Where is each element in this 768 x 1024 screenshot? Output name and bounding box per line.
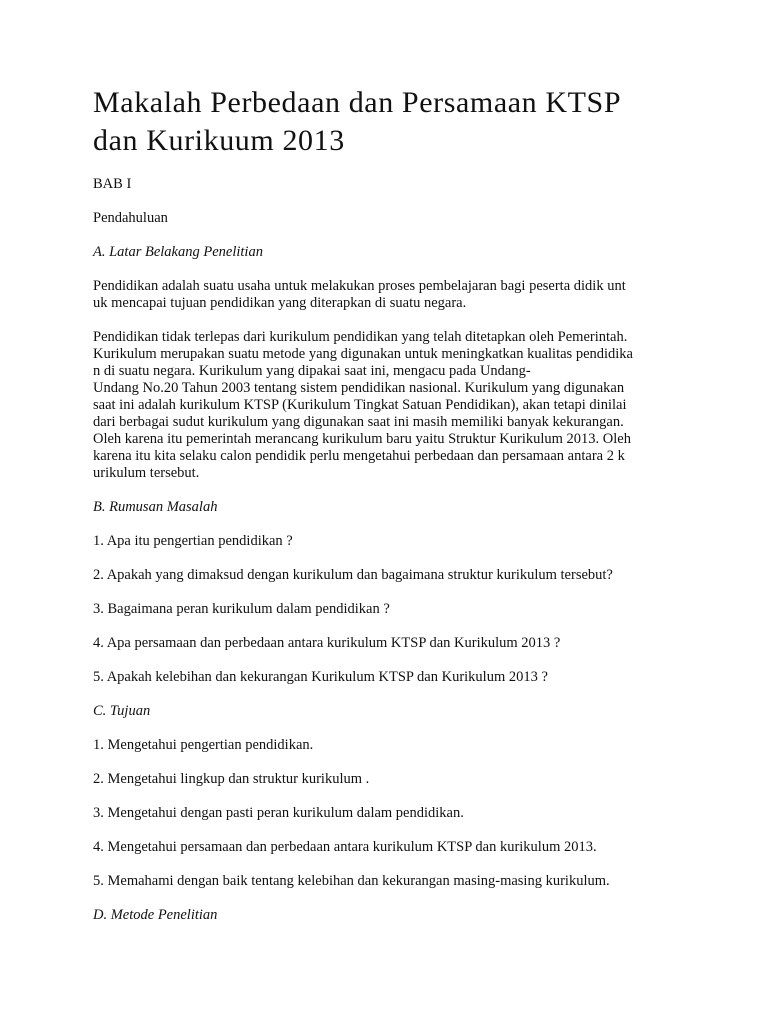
section-a-heading: A. Latar Belakang Penelitian [93, 244, 263, 260]
paragraph-1-line: uk mencapai tujuan pendidikan yang diterapkan di suatu negara. [93, 295, 467, 311]
paragraph-2-line: Undang No.20 Tahun 2003 tentang sistem pendidikan nasional. Kurikulum yang digunakan [93, 380, 625, 396]
rumusan-item-2: 2. Apakah yang dimaksud dengan kurikulum dan bagaimana struktur kurikulum tersebut? [93, 567, 613, 583]
paragraph-2-line: saat ini adalah kurikulum KTSP (Kurikulum Tingkat Satuan Pendidikan), akan tetapi dinilai [93, 397, 627, 413]
chapter-label: BAB I [93, 176, 132, 192]
paragraph-1 [93, 278, 683, 312]
paragraph-2-line: karena itu kita selaku calon pendidik perlu mengetahui perbedaan dan persamaan antara 2 k [93, 448, 625, 464]
paragraph-2 [93, 329, 683, 482]
section-c-heading: C. Tujuan [93, 703, 151, 719]
document-page [93, 84, 683, 941]
paragraph-2-line: Kurikulum merupakan suatu metode yang digunakan untuk meningkatkan kualitas pendidika [93, 346, 633, 362]
tujuan-item-4: 4. Mengetahui persamaan dan perbedaan antara kurikulum KTSP dan kurikulum 2013. [93, 839, 597, 855]
tujuan-item-2: 2. Mengetahui lingkup dan struktur kurikulum . [93, 771, 370, 787]
rumusan-item-1: 1. Apa itu pengertian pendidikan ? [93, 533, 293, 549]
paragraph-2-line: dari berbagai sudut kurikulum yang digunakan saat ini masih memiliki banyak kekurangan. [93, 414, 624, 430]
paragraph-2-line: n di suatu negara. Kurikulum yang dipakai saat ini, mengacu pada Undang- [93, 363, 531, 379]
rumusan-item-3: 3. Bagaimana peran kurikulum dalam pendidikan ? [93, 601, 390, 617]
paragraph-2-line: urikulum tersebut. [93, 465, 200, 481]
section-b-heading: B. Rumusan Masalah [93, 499, 218, 515]
section-d-heading: D. Metode Penelitian [93, 907, 218, 923]
tujuan-item-3: 3. Mengetahui dengan pasti peran kurikulum dalam pendidikan. [93, 805, 464, 821]
document-title [93, 84, 683, 160]
title-line-1: Makalah Perbedaan dan Persamaan KTSP [93, 86, 622, 119]
tujuan-item-5: 5. Memahami dengan baik tentang kelebihan dan kekurangan masing-masing kurikulum. [93, 873, 610, 889]
tujuan-item-1: 1. Mengetahui pengertian pendidikan. [93, 737, 314, 753]
paragraph-2-line: Pendidikan tidak terlepas dari kurikulum pendidikan yang telah ditetapkan oleh Pemerintah. [93, 329, 628, 345]
paragraph-1-line: Pendidikan adalah suatu usaha untuk melakukan proses pembelajaran bagi peserta didik unt [93, 278, 626, 294]
chapter-title: Pendahuluan [93, 210, 168, 226]
title-line-2: dan Kurikuum 2013 [93, 124, 345, 157]
paragraph-2-line: Oleh karena itu pemerintah merancang kurikulum baru yaitu Struktur Kurikulum 2013. Oleh [93, 431, 631, 447]
rumusan-item-4: 4. Apa persamaan dan perbedaan antara kurikulum KTSP dan Kurikulum 2013 ? [93, 635, 561, 651]
rumusan-item-5: 5. Apakah kelebihan dan kekurangan Kurikulum KTSP dan Kurikulum 2013 ? [93, 669, 548, 685]
